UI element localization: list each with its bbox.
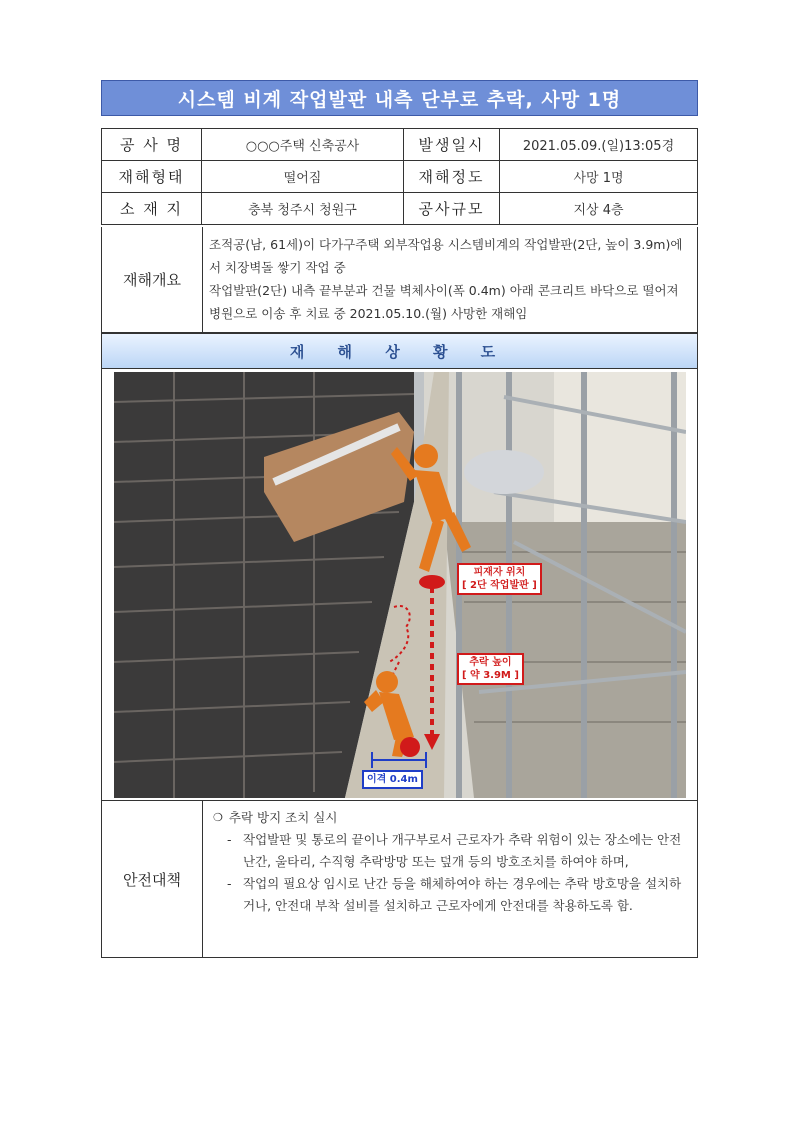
scene-illustration <box>114 372 686 798</box>
photo-frame <box>101 369 698 801</box>
circle-bullet-icon: ❍ <box>213 811 223 824</box>
safety-measures <box>101 800 698 958</box>
accident-overview <box>101 227 698 333</box>
label-project: 공 사 명 <box>102 129 202 161</box>
overview-label: 재해개요 <box>102 227 203 332</box>
page-title: 시스템 비계 작업발판 내측 단부로 추락, 사망 1명 <box>101 80 698 116</box>
value-location: 충북 청주시 청원구 <box>202 193 404 225</box>
value-severity: 사망 1명 <box>500 161 698 193</box>
table-row <box>102 193 698 225</box>
label-severity: 재해정도 <box>404 161 500 193</box>
value-project: ○○○주택 신축공사 <box>202 129 404 161</box>
safety-label: 안전대책 <box>102 801 203 957</box>
label-date: 발생일시 <box>404 129 500 161</box>
gap-label: 이격 0.4m <box>362 770 423 789</box>
info-table <box>101 128 698 225</box>
table-row <box>102 161 698 193</box>
list-item: - 작업의 필요상 임시로 난간 등을 해체하여야 하는 경우에는 추락 방호망을 설치하거나, 안전대 부착 설비를 설치하고 근로자에게 안전대를 착용하도록 함. <box>213 873 687 917</box>
label-accident-type: 재해형태 <box>102 161 202 193</box>
overview-line-1: 조적공(남, 61세)이 다가구주택 외부작업용 시스템비계의 작업발판(2단, 높이 3.9m)에서 치장벽돌 쌓기 작업 중 <box>209 237 683 275</box>
accident-scene-photo <box>114 372 686 798</box>
value-scale: 지상 4층 <box>500 193 698 225</box>
list-item: - 작업발판 및 통로의 끝이나 개구부로서 근로자가 추락 위험이 있는 장소에는 안전 난간, 울타리, 수직형 추락방망 또는 덮개 등의 방호조치를 하여야 하며, <box>213 829 687 873</box>
victim-position-label: 피재자 위치 [ 2단 작업발판 ] <box>457 563 542 595</box>
overview-text <box>203 227 697 332</box>
safety-body <box>203 801 697 957</box>
value-accident-type: 떨어짐 <box>202 161 404 193</box>
safety-heading: ❍ 추락 방지 조치 실시 <box>213 807 687 829</box>
dash-bullet-icon: - <box>227 876 232 891</box>
label-scale: 공사규모 <box>404 193 500 225</box>
fall-height-label: 추락 높이 [ 약 3.9M ] <box>457 653 524 685</box>
dash-bullet-icon: - <box>227 832 232 847</box>
situation-heading: 재 해 상 황 도 <box>101 333 698 369</box>
label-location: 소 재 지 <box>102 193 202 225</box>
table-row <box>102 129 698 161</box>
overview-line-2: 작업발판(2단) 내측 끝부분과 건물 벽체사이(폭 0.4m) 아래 콘크리트 바닥으로 떨어져 병원으로 이송 후 치료 중 2021.05.10.(월) 사망한 재해임 <box>209 283 679 321</box>
value-date: 2021.05.09.(일)13:05경 <box>500 129 698 161</box>
